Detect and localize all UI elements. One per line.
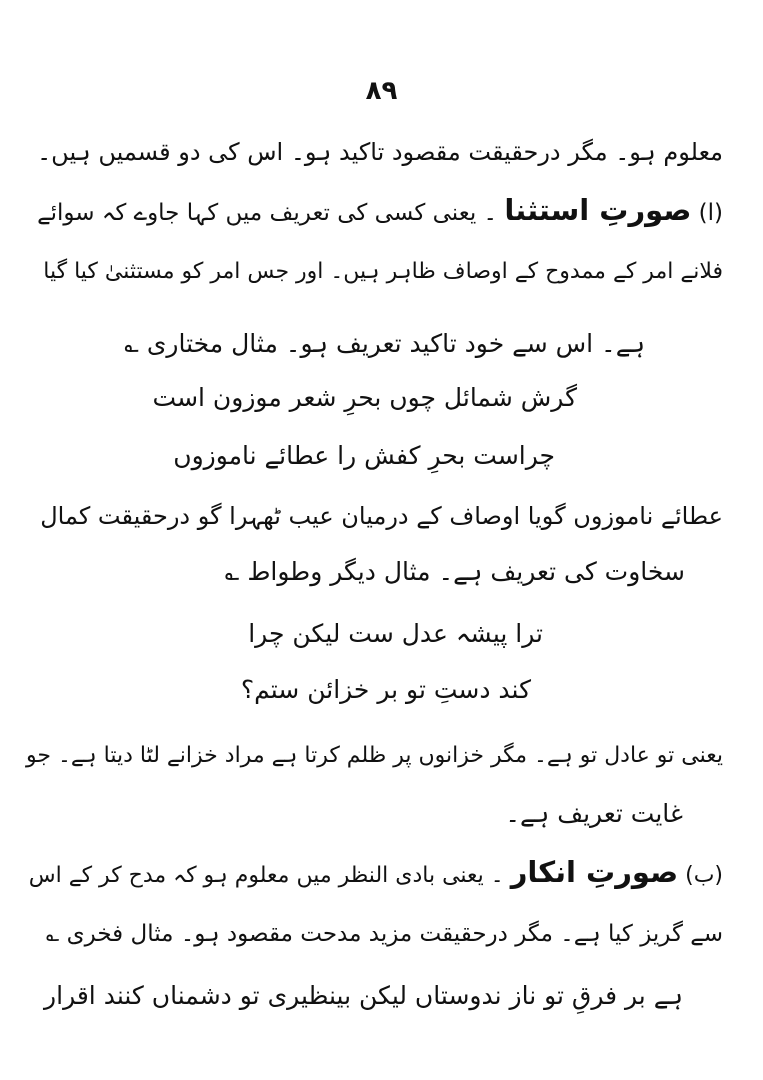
line-text: غایت تعریف ہے۔	[505, 799, 683, 828]
verse-line-4	[241, 670, 531, 710]
line-text: معلوم ہو۔ مگر درحقیقت مقصود تاکید ہو۔ اس کی دو قسمیں ہیں۔	[37, 138, 723, 166]
line-text: چراست بحرِ کفش را عطائے ناموزوں	[173, 441, 555, 470]
text-line-7	[26, 736, 723, 776]
verse-line-2	[173, 436, 555, 476]
text-line-1	[37, 132, 723, 172]
line-text: یعنی تو عادل تو ہے۔ مگر خزانوں پر ظلم کرتا ہے مراد خزانے لٹا دیتا ہے۔ جو	[26, 743, 723, 768]
text-line-9	[29, 852, 723, 896]
line-text: سے گریز کیا ہے۔ مگر درحقیقت مزید مدحت مقصود ہو۔ مثال فخری ؎	[45, 921, 723, 947]
section-heading-istisna: صورتِ استثنا	[504, 193, 692, 227]
section-marker-a: (ا)	[698, 200, 723, 226]
verse-line-3	[248, 614, 543, 654]
line-text: ترا پیشہ عدل ست لیکن چرا	[248, 619, 543, 648]
text-line-4	[124, 324, 645, 364]
page-number: ۸۹	[365, 76, 398, 106]
text-line-6	[225, 552, 685, 592]
line-text: گرش شمائل چوں بحرِ شعر موزون است	[152, 383, 577, 412]
section-marker-b: (ب)	[685, 863, 723, 888]
line-text: ۔ یعنی کسی کی تعریف میں کہا جاوے کہ سوائے	[37, 200, 498, 226]
section-heading-inkar: صورتِ انکار	[510, 855, 679, 889]
text-line-3	[43, 252, 723, 292]
text-line-8	[505, 794, 683, 834]
verse-line-1	[153, 378, 577, 418]
line-text: سخاوت کی تعریف ہے۔ مثال دیگر وطواط ؎	[224, 557, 685, 586]
line-text: فلانے امر کے ممدوح کے اوصاف ظاہر ہیں۔ اور جس امر کو مستثنیٰ کیا گیا	[43, 259, 723, 284]
line-text: ہے بر فرقِ تو ناز ندوستاں لیکن بینظیری تو دشمناں کنند اقرار	[44, 981, 683, 1010]
line-text: ہے۔ اس سے خود تاکید تعریف ہو۔ مثال مختاری ؎	[124, 329, 645, 358]
line-text: کند دستِ تو بر خزائن ستم؟	[240, 675, 531, 704]
text-line-10	[46, 914, 723, 954]
text-line-5	[40, 496, 723, 536]
text-line-11	[44, 976, 683, 1016]
text-line-2	[37, 190, 723, 233]
line-text: ۔ یعنی بادی النظر میں معلوم ہو کہ مدح کر کے اس	[28, 863, 504, 888]
line-text: عطائے ناموزوں گویا اوصاف کے درمیان عیب ٹھہرا گو درحقیقت کمال	[40, 502, 723, 530]
